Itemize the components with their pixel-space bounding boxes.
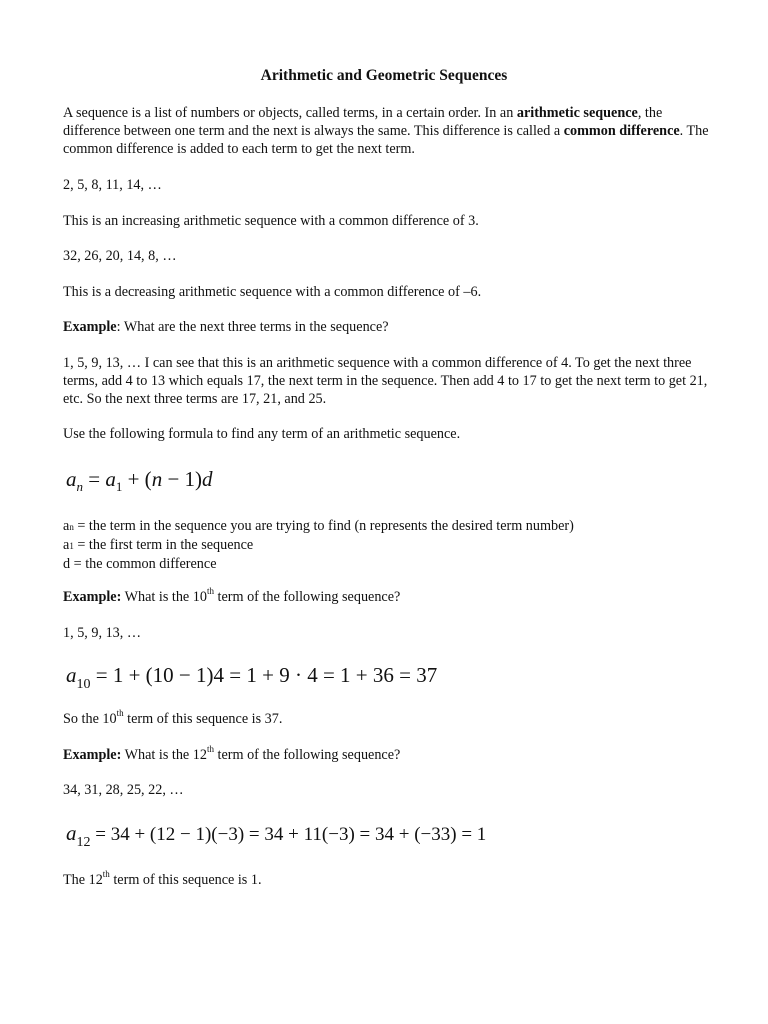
- formula-intro: Use the following formula to find any term of an arithmetic sequence.: [63, 426, 461, 442]
- sequence-2: 32, 26, 20, 14, 8, …: [63, 248, 177, 264]
- example-question-text: What is the 12: [121, 747, 207, 763]
- example-3-equation: [66, 821, 486, 855]
- def-an-symbol: a: [63, 518, 70, 534]
- intro-paragraph: [63, 104, 713, 158]
- formula-d: d: [202, 467, 213, 491]
- formula-a1-symbol: a: [105, 467, 116, 491]
- ordinal-suffix: th: [116, 708, 124, 719]
- formula-n: n: [151, 467, 163, 491]
- equation-subscript: 12: [76, 835, 91, 850]
- sequence-1-description: This is an increasing arithmetic sequence with a common difference of 3.: [63, 213, 479, 229]
- example-2-equation: [66, 663, 437, 697]
- intro-text-2: , the difference between one term and the next is always the same. This difference is called a: [63, 105, 663, 139]
- term-common-difference: common difference: [563, 123, 680, 139]
- example-3-answer: [63, 871, 713, 889]
- intro-text-1: A sequence is a list of numbers or objects, called terms, in a certain order. In an: [63, 105, 517, 121]
- page-title: Arithmetic and Geometric Sequences: [260, 67, 508, 84]
- formula-equals: =: [83, 467, 106, 491]
- term-arithmetic-sequence: arithmetic sequence: [516, 105, 638, 121]
- example-label: Example:: [63, 589, 122, 605]
- sequence-1: 2, 5, 8, 11, 14, …: [63, 177, 162, 193]
- formula-plus: + (: [122, 467, 152, 491]
- arithmetic-formula: [66, 467, 213, 499]
- example-3-sequence: 34, 31, 28, 25, 22, …: [63, 782, 184, 798]
- answer-text: So the 10: [63, 711, 117, 727]
- example-2-answer: [63, 710, 713, 728]
- def-a1-subscript: 1: [69, 541, 74, 551]
- def-d-text: d = the common difference: [63, 556, 217, 572]
- equation-a-symbol: a: [66, 663, 77, 687]
- intro-text-3: . The common difference is added to each term to get the next term.: [63, 123, 709, 157]
- def-an-text: = the term in the sequence you are trying to find (n represents the desired term number): [73, 518, 574, 534]
- answer-text: term of this sequence is 1.: [109, 872, 262, 888]
- formula-a1-subscript: 1: [115, 479, 123, 494]
- example-2-sequence: 1, 5, 9, 13, …: [63, 625, 142, 641]
- example-label: Example:: [63, 747, 122, 763]
- example-question-text: term of the following sequence?: [213, 589, 401, 605]
- example-3-question: [63, 746, 713, 764]
- def-a1-text: = the first term in the sequence: [73, 537, 254, 553]
- example-label: Example: [63, 319, 117, 335]
- formula-an-symbol: a: [66, 467, 77, 491]
- def-a1-symbol: a: [63, 537, 70, 553]
- equation-a-symbol: a: [66, 821, 77, 845]
- answer-text: The 12: [63, 872, 103, 888]
- example-2-question: [63, 588, 713, 606]
- example-question-text: term of the following sequence?: [213, 747, 401, 763]
- definitions-list: [63, 517, 713, 573]
- formula-an-subscript: n: [76, 479, 83, 494]
- ordinal-suffix: th: [206, 586, 214, 597]
- equation-body: = 1 + (10 − 1)4 = 1 + 9 · 4 = 1 + 36 = 37: [90, 663, 438, 687]
- ordinal-suffix: th: [206, 744, 214, 755]
- equation-subscript: 10: [76, 677, 91, 692]
- example-1-question: [63, 318, 713, 336]
- example-1-solution: 1, 5, 9, 13, … I can see that this is an arithmetic sequence with a common difference of 4. To get the next three terms, add 4 to 13 which equals 17, the next term in the sequence. Then add 4 to 17 to get the next term to get 21, etc. So the next three terms are 17, 21, and 25.: [63, 355, 708, 407]
- answer-text: term of this sequence is 37.: [123, 711, 283, 727]
- def-an-subscript: n: [69, 522, 74, 532]
- sequence-2-description: This is a decreasing arithmetic sequence with a common difference of –6.: [63, 284, 482, 300]
- example-question-text: : What are the next three terms in the sequence?: [116, 319, 389, 335]
- equation-body: = 34 + (12 − 1)(−3) = 34 + 11(−3) = 34 + (−33) = 1: [90, 824, 487, 845]
- example-question-text: What is the 10: [121, 589, 207, 605]
- ordinal-suffix: th: [102, 869, 110, 880]
- formula-minus-one: − 1): [162, 467, 203, 491]
